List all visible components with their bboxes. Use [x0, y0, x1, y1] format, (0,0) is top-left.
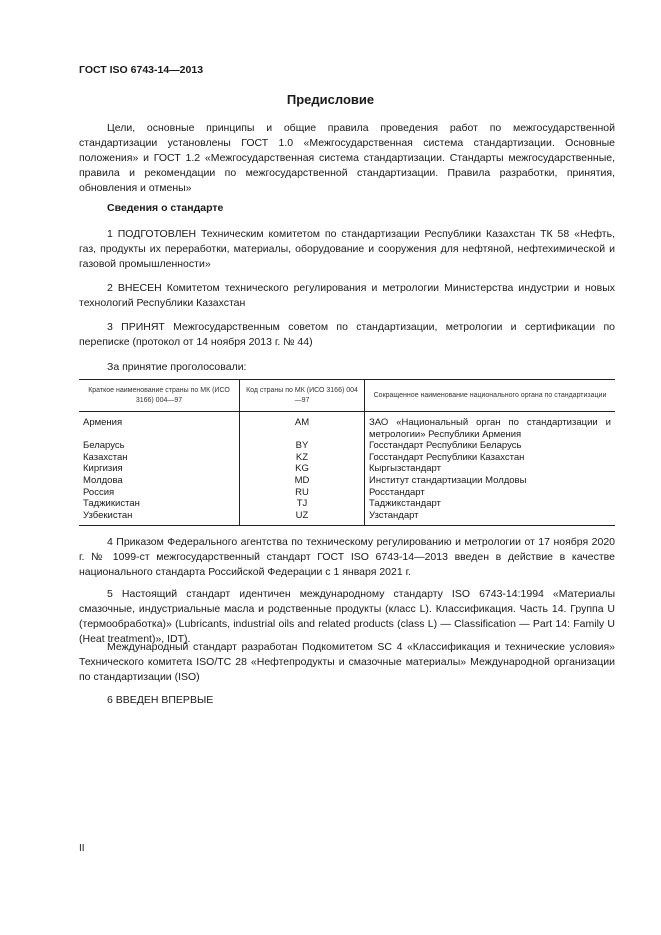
organ-cell: Госстандарт Республики Беларусь	[369, 440, 522, 452]
voted-label: За принятие проголосовали:	[107, 361, 247, 373]
code-cell: MD	[240, 475, 365, 487]
column-header-organ: Сокращенное наименование национального органа по стандартизации	[365, 380, 616, 412]
table-row	[79, 463, 615, 475]
table-row	[79, 487, 615, 499]
table-row	[79, 510, 615, 526]
table-header-row	[79, 380, 615, 412]
column-header-country: Краткое наименование страны по МК (ИСО 3166) 004—97	[79, 380, 240, 412]
organ-cell: Кыргызстандарт	[369, 463, 441, 475]
voting-table	[79, 379, 615, 526]
country-cell: Молдова	[79, 475, 240, 487]
country-cell: Таджикистан	[79, 498, 240, 510]
code-cell: UZ	[240, 510, 365, 526]
item-5-paragraph: 5 Настоящий стандарт идентичен международному стандарту ISO 6743-14:1994 «Материалы смазочные, индустриальные масла и родственные продукты (класс L). Классификация. Часть 14. Группа U (термообработка)» (Lubricants, industrial oils and related products (class L) — Classification — Part 14: Family U (Heat treatment)», IDT).	[79, 588, 615, 645]
intro-paragraph: Цели, основные принципы и общие правила проведения работ по межгосударственной стандартизации установлены ГОСТ 1.0 «Межгосударственная система стандартизации. Основные положения» и ГОСТ 1.2 «Межгосударственная система стандартизации. Стандарты межгосударственные, правила и рекомендации по межгосударственной стандартизации. Правила разработки, принятия, обновления и отмены»	[79, 122, 615, 194]
country-cell: Узбекистан	[79, 510, 240, 526]
table-row	[79, 498, 615, 510]
code-cell: BY	[240, 440, 365, 452]
item-2-paragraph: 2 ВНЕСЕН Комитетом технического регулирования и метрологии Министерства индустрии и новых технологий Республики Казахстан	[79, 282, 615, 309]
table-row	[79, 412, 615, 441]
country-cell: Россия	[79, 487, 240, 499]
page-title: Предисловие	[286, 92, 375, 107]
table-row	[79, 440, 615, 452]
country-cell: Беларусь	[79, 440, 240, 452]
section-heading: Сведения о стандарте	[107, 202, 224, 214]
organ-cell: Узстандарт	[369, 509, 419, 521]
code-cell: AM	[240, 412, 365, 441]
code-cell: RU	[240, 487, 365, 499]
country-cell: Армения	[79, 412, 240, 441]
organ-cell: Госстандарт Республики Казахстан	[369, 451, 525, 463]
item-4-paragraph: 4 Приказом Федерального агентства по техническому регулированию и метрологии от 17 ноября 2020 г. № 1099-ст межгосударственный стандарт ГОСТ ISO 6743-14—2013 введен в действие в качестве национального стандарта Российской Федерации с 1 января 2021 г.	[79, 536, 615, 578]
item-3-paragraph: 3 ПРИНЯТ Межгосударственным советом по стандартизации, метрологии и сертификации по переписке (протокол от 14 ноября 2013 г. № 44)	[79, 321, 615, 348]
code-cell: KG	[240, 463, 365, 475]
document-header: ГОСТ ISO 6743-14—2013	[79, 64, 204, 76]
country-cell: Казахстан	[79, 452, 240, 464]
table-row	[79, 452, 615, 464]
item-5-note-paragraph: Международный стандарт разработан Подкомитетом SC 4 «Классификация и технические условия» Технического комитета ISO/TC 28 «Нефтепродукты и смазочные материалы» Международной организации по стандартизации (ISO)	[79, 641, 615, 683]
table-row	[79, 475, 615, 487]
organ-cell: Росстандарт	[369, 486, 425, 498]
country-cell: Киргизия	[79, 463, 240, 475]
code-cell: KZ	[240, 452, 365, 464]
code-cell: TJ	[240, 498, 365, 510]
organ-cell: Таджикстандарт	[369, 498, 441, 510]
item-1-paragraph: 1 ПОДГОТОВЛЕН Техническим комитетом по стандартизации Республики Казахстан ТК 58 «Нефть, газ, продукты их переработки, материалы, оборудование и сооружения для нефтяной, нефтехимической и газовой промышленности»	[79, 228, 615, 270]
page-number: II	[79, 843, 85, 854]
item-6-paragraph: 6 ВВЕДЕН ВПЕРВЫЕ	[107, 694, 214, 706]
organ-cell: ЗАО «Национальный орган по стандартизации и метрологии» Республики Армения	[369, 417, 611, 440]
organ-cell: Институт стандартизации Молдовы	[369, 474, 527, 486]
column-header-code: Код страны по МК (ИСО 3166) 004—97	[240, 380, 365, 412]
